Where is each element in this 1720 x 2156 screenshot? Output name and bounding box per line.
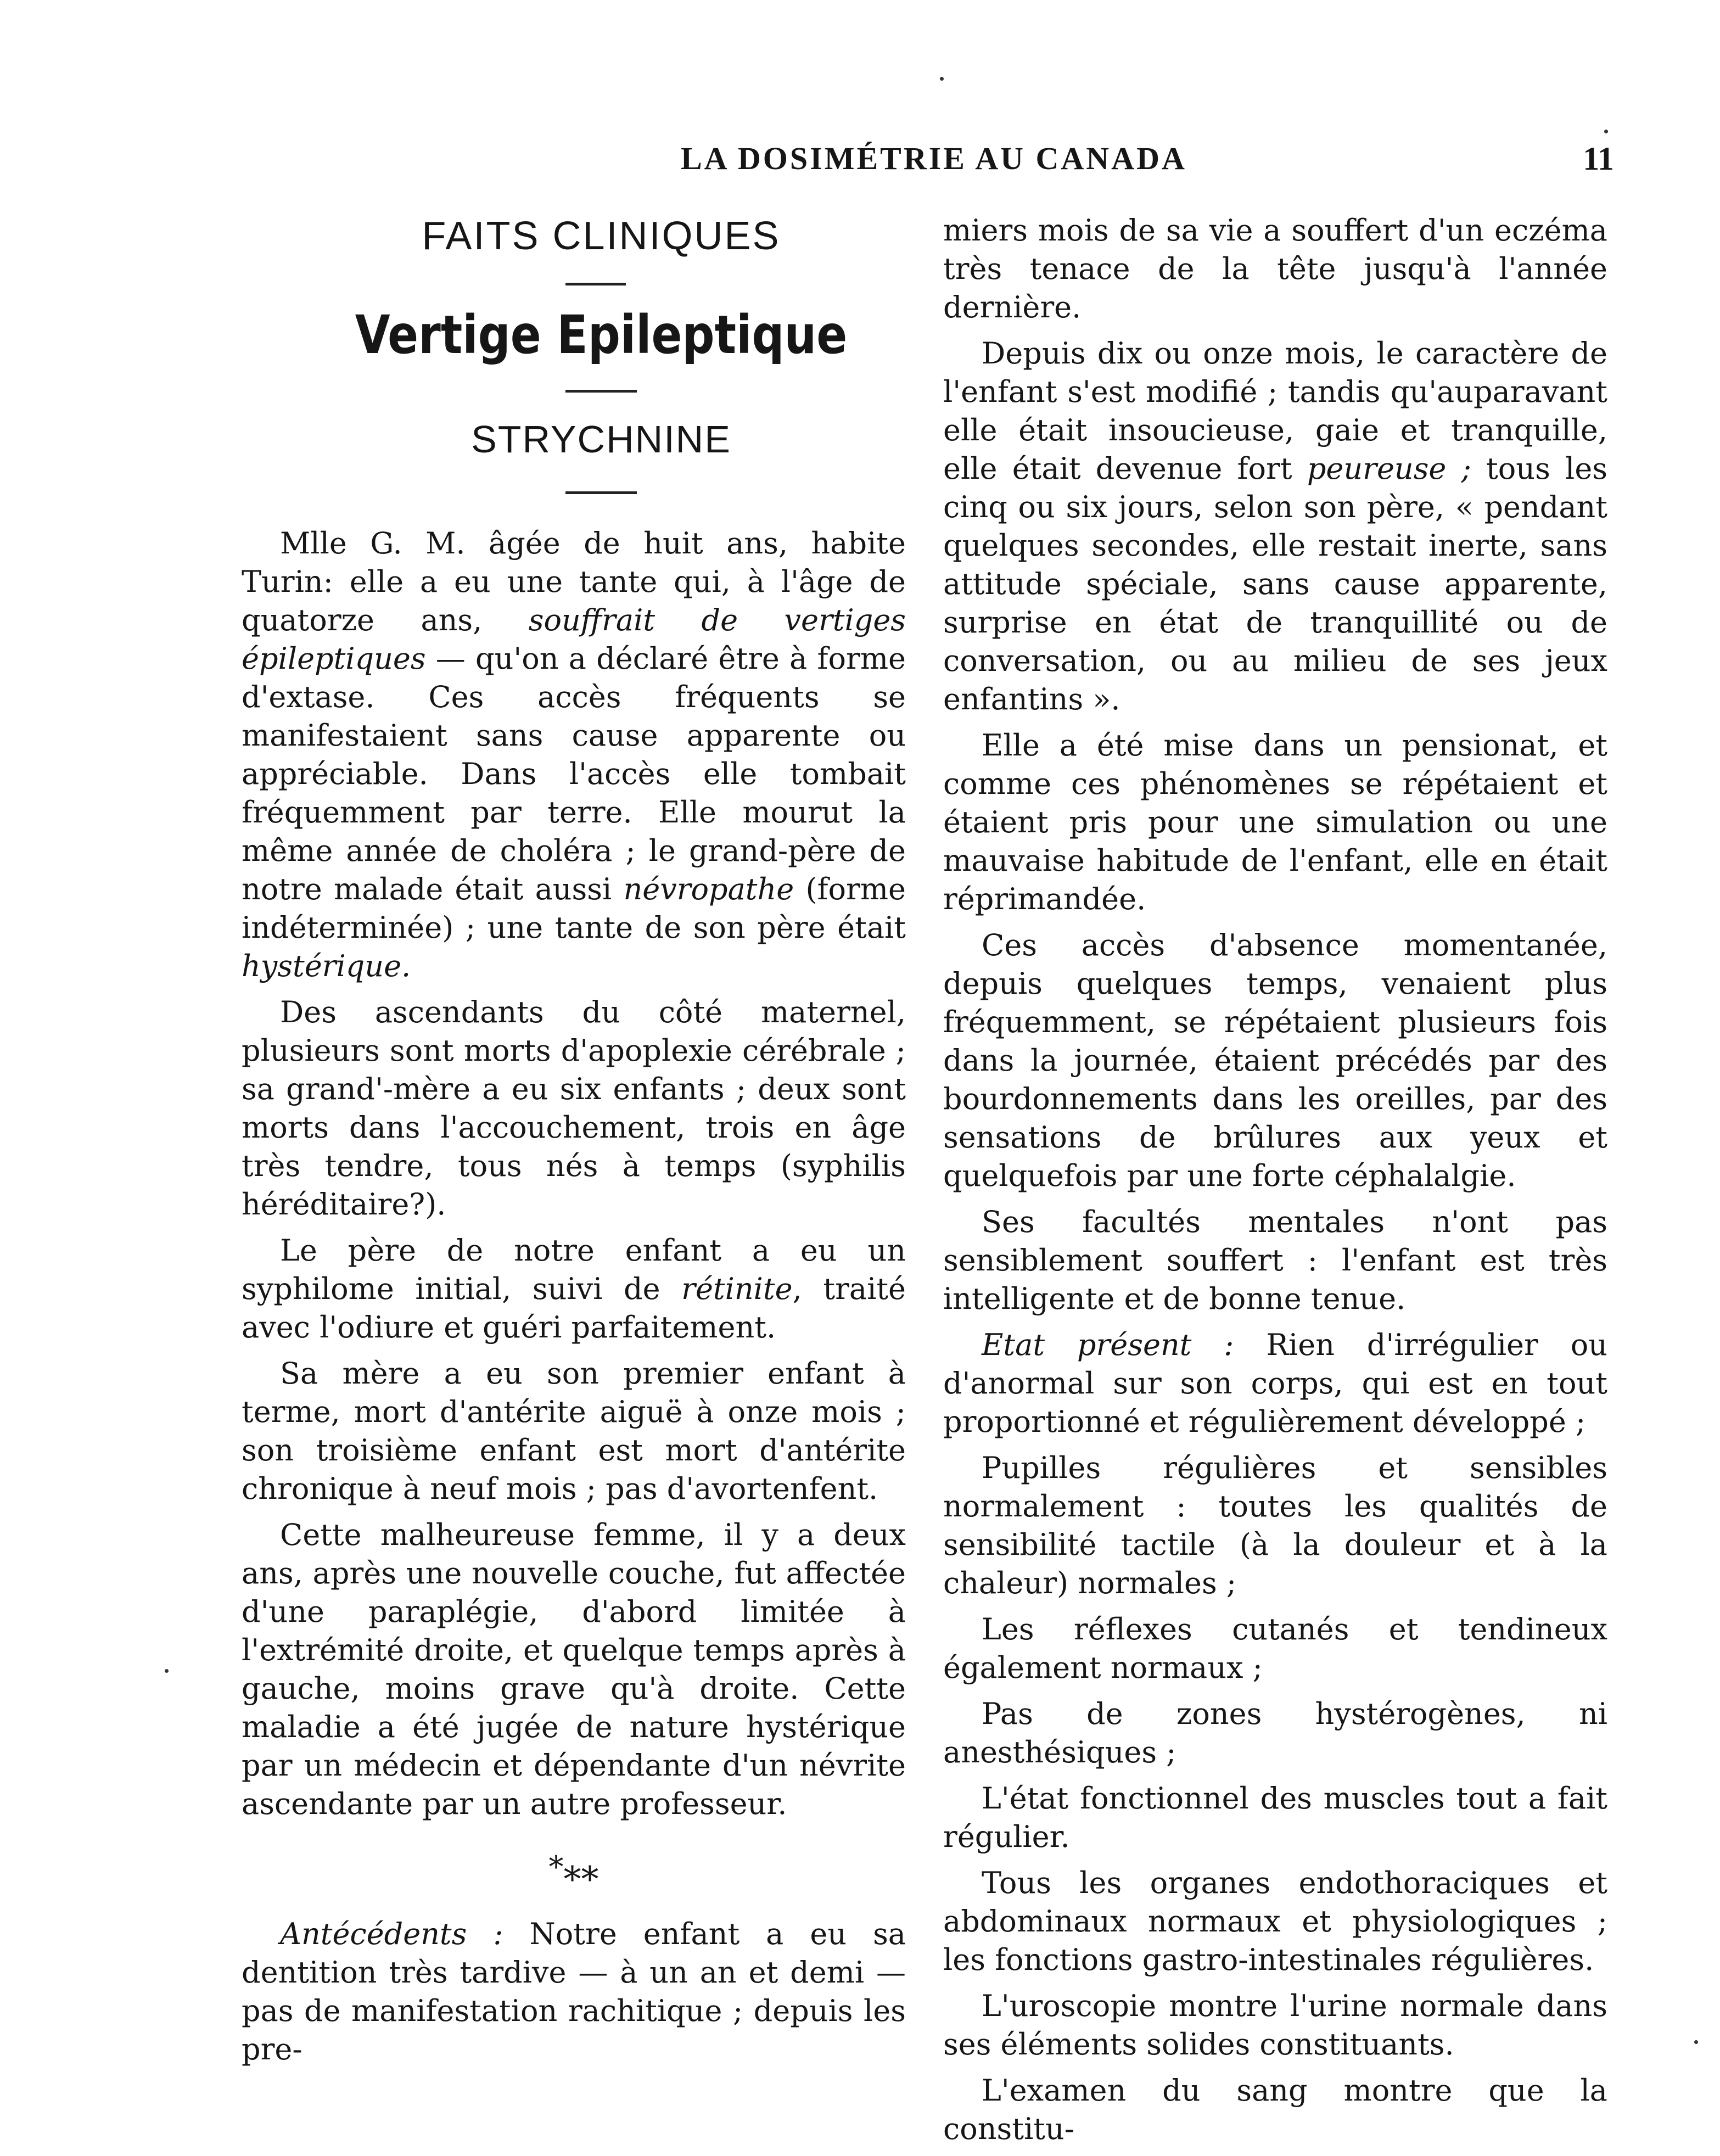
scan-speck xyxy=(940,77,944,81)
paragraph: Ces accès d'absence momentanée, depuis quelques temps, venaient plus fréquemment, se répétaient plusieurs fois dans la journée, étaient précédés par des bourdonnements dans les oreilles, par des sensations de brûlures aux yeux et quelquefois par une forte céphalalgie. xyxy=(943,928,1607,1193)
paragraph: Le père de notre enfant a eu un syphilome initial, suivi de rétinite, traité avec l'odiure et guéri parfaitement. xyxy=(242,1233,906,1345)
paragraph: Pupilles régulières et sensibles normalement : toutes les qualités de sensibilité tactile (à la douleur et à la chaleur) normales ; xyxy=(943,1451,1607,1600)
paragraph: Cette malheureuse femme, il y a deux ans, après une nouvelle couche, fut affectée d'une paraplégie, d'abord limitée à l'extrémité droite, et quelque temps après à gauche, moins grave qu'à droite. Cette maladie a été jugée de nature hystérique par un médecin et dépendante d'un névrite ascendante par un autre professeur. xyxy=(242,1517,906,1821)
right-column xyxy=(943,211,1607,2156)
paragraph: Elle a été mise dans un pensionat, et comme ces phénomènes se répétaient et étaient pris pour une simulation ou une mauvaise habitude de l'enfant, elle en était réprimandée. xyxy=(943,728,1607,916)
paragraph: miers mois de sa vie a souffert d'un eczéma très tenace de la tête jusqu'à l'année dernière. xyxy=(943,213,1607,324)
paragraph: L'état fonctionnel des muscles tout a fait régulier. xyxy=(943,1781,1607,1854)
paragraph: Les réflexes cutanés et tendineux également normaux ; xyxy=(943,1612,1607,1685)
scan-speck xyxy=(165,1669,169,1673)
page-header xyxy=(681,140,1614,189)
section-heading: FAITS CLINIQUES xyxy=(422,214,781,258)
paragraph: L'examen du sang montre que la constitu- xyxy=(943,2073,1607,2146)
divider-rule xyxy=(565,491,637,494)
divider-rule xyxy=(565,390,637,393)
left-column xyxy=(242,211,906,2076)
paragraph: Pas de zones hystérogènes, ni anesthésiques ; xyxy=(943,1696,1607,1769)
paragraph: Etat présent : Rien d'irrégulier ou d'anormal sur son corps, qui est en tout proportionné et régulièrement développé ; xyxy=(943,1328,1607,1439)
page-number: 11 xyxy=(1583,141,1614,177)
article-subtitle: STRYCHNINE xyxy=(471,418,731,461)
paragraph: Ses facultés mentales n'ont pas sensiblement souffert : l'enfant est très intelligente et de bonne tenue. xyxy=(943,1205,1607,1316)
paragraph: Tous les organes endothoraciques et abdominaux normaux et physiologiques ; les fonctions gastro-intestinales régulières. xyxy=(943,1866,1607,1977)
paragraph: Des ascendants du côté maternel, plusieurs sont morts d'apoplexie cérébrale ; sa grand'-mère a eu six enfants ; deux sont morts dans l'accouchement, trois en âge très tendre, tous nés à temps (syphilis héréditaire?). xyxy=(242,995,906,1222)
paragraph: Antécédents : Notre enfant a eu sa dentition très tardive — à un an et demi — pas de manifestation rachitique ; depuis les pre- xyxy=(242,1917,906,2067)
paragraph: Depuis dix ou onze mois, le caractère de l'enfant s'est modifié ; tandis qu'auparavant elle était insoucieuse, gaie et tranquille, elle était devenue fort peureuse ; tous les cinq ou six jours, selon son père, « pendant quelques secondes, elle restait inerte, sans attitude spéciale, sans cause apparente, surprise en état de tranquillité ou de conversation, ou au milieu de ses jeux enfantins ». xyxy=(943,336,1607,716)
divider-rule xyxy=(565,283,626,285)
paragraph: Mlle G. M. âgée de huit ans, habite Turin: elle a eu une tante qui, à l'âge de quatorze ans, souffrait de vertiges épileptiques — qu'on a déclaré être à forme d'extase. Ces accès fréquents se manifestaient sans cause apparente ou appréciable. Dans l'accès elle tombait fréquemment par terre. Elle mourut la même année de choléra ; le grand-père de notre malade était aussi névropathe (forme indéterminée) ; une tante de son père était hystérique. xyxy=(242,526,906,983)
asterism: *** xyxy=(548,1850,599,1900)
paragraph: Sa mère a eu son premier enfant à terme, mort d'antérite aiguë à onze mois ; son troisième enfant est mort d'antérite chronique à neuf mois ; pas d'avortenfent. xyxy=(242,1356,906,1506)
article-title: Vertige Epileptique xyxy=(355,304,848,366)
paragraph: L'uroscopie montre l'urine normale dans ses éléments solides constituants. xyxy=(943,1989,1607,2062)
scan-speck xyxy=(1694,2040,1698,2044)
scan-speck xyxy=(1604,130,1608,133)
running-title: LA DOSIMÉTRIE AU CANADA xyxy=(681,141,1187,176)
